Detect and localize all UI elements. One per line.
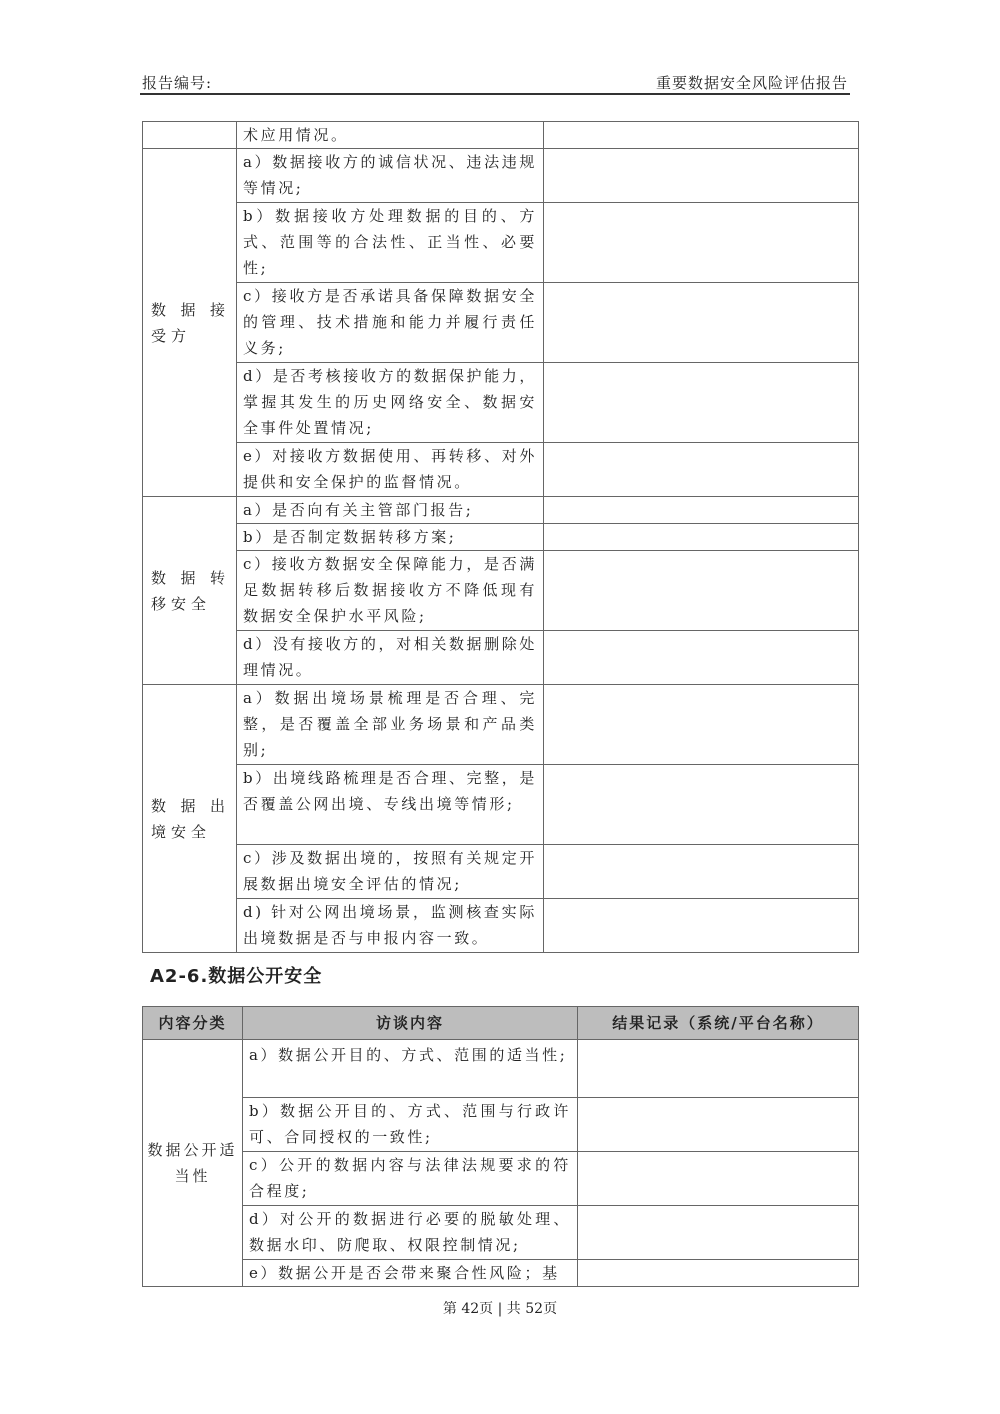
content-cell: e）对接收方数据使用、再转移、对外提供和安全保护的监督情况。 [237, 443, 544, 497]
table-row [143, 1206, 859, 1260]
content-cell: a）数据出境场景梳理是否合理、完整，是否覆盖全部业务场景和产品类别; [237, 685, 544, 765]
table-row [143, 203, 859, 283]
result-cell[interactable] [544, 631, 859, 685]
table-row [143, 122, 859, 149]
content-cell: d) 针对公网出境场景，监测核查实际出境数据是否与申报内容一致。 [237, 899, 544, 953]
category-cell-publication: 数据公开适当性 [143, 1040, 243, 1287]
header-result: 结果记录（系统/平台名称） [578, 1007, 859, 1040]
interview-table-data-publication [142, 1006, 859, 1287]
result-cell[interactable] [544, 551, 859, 631]
table-row [143, 1098, 859, 1152]
interview-table-continued [142, 121, 859, 953]
category-cell-empty [143, 122, 237, 149]
table-row [143, 443, 859, 497]
content-cell: b）出境线路梳理是否合理、完整，是否覆盖公网出境、专线出境等情形; [237, 765, 544, 845]
result-cell[interactable] [578, 1098, 859, 1152]
content-cell: b）数据接收方处理数据的目的、方式、范围等的合法性、正当性、必要性; [237, 203, 544, 283]
content-cell: a）是否向有关主管部门报告; [237, 497, 544, 524]
content-cell: c）公开的数据内容与法律法规要求的符合程度; [243, 1152, 578, 1206]
content-cell: b）是否制定数据转移方案; [237, 524, 544, 551]
result-cell[interactable] [578, 1152, 859, 1206]
result-cell[interactable] [578, 1040, 859, 1098]
result-cell[interactable] [544, 497, 859, 524]
result-cell[interactable] [578, 1206, 859, 1260]
content-cell: a）数据公开目的、方式、范围的适当性; [243, 1040, 578, 1098]
table-row [143, 283, 859, 363]
table-row [143, 631, 859, 685]
result-cell[interactable] [544, 845, 859, 899]
table-row [143, 149, 859, 203]
result-cell[interactable] [544, 443, 859, 497]
content-cell: c）涉及数据出境的，按照有关规定开展数据出境安全评估的情况; [237, 845, 544, 899]
content-cell: 术应用情况。 [237, 122, 544, 149]
header-divider [140, 93, 850, 95]
content-cell: b）数据公开目的、方式、范围与行政许可、合同授权的一致性; [243, 1098, 578, 1152]
category-cell-transfer: 数据转移安全 [143, 497, 237, 685]
table-row [143, 1260, 859, 1287]
table-row [143, 899, 859, 953]
content-cell: d）是否考核接收方的数据保护能力，掌握其发生的历史网络安全、数据安全事件处置情况; [237, 363, 544, 443]
report-title: 重要数据安全风险评估报告 [655, 74, 848, 92]
result-cell[interactable] [544, 283, 859, 363]
table-row [143, 363, 859, 443]
page-footer: 第 42页 | 共 52页 [442, 1301, 558, 1317]
result-cell[interactable] [544, 899, 859, 953]
table-header-row [143, 1007, 859, 1040]
table-row [143, 497, 859, 524]
content-cell: d）没有接收方的，对相关数据删除处理情况。 [237, 631, 544, 685]
result-cell[interactable] [544, 765, 859, 845]
header-content: 访谈内容 [243, 1007, 578, 1040]
result-cell[interactable] [544, 203, 859, 283]
result-cell[interactable] [544, 149, 859, 203]
content-cell: e）数据公开是否会带来聚合性风险；基 [243, 1260, 578, 1287]
table-row [143, 765, 859, 845]
content-cell: c）接收方是否承诺具备保障数据安全的管理、技术措施和能力并履行责任义务; [237, 283, 544, 363]
table-row [143, 845, 859, 899]
report-number-label: 报告编号: [142, 74, 213, 92]
header-category: 内容分类 [143, 1007, 243, 1040]
content-cell: a）数据接收方的诚信状况、违法违规等情况; [237, 149, 544, 203]
result-cell[interactable] [544, 363, 859, 443]
content-cell: d）对公开的数据进行必要的脱敏处理、数据水印、防爬取、权限控制情况; [243, 1206, 578, 1260]
content-cell: c）接收方数据安全保障能力，是否满足数据转移后数据接收方不降低现有数据安全保护水平风险; [237, 551, 544, 631]
result-cell[interactable] [544, 685, 859, 765]
section-title: A2-6.数据公开安全 [150, 966, 323, 987]
result-cell[interactable] [544, 524, 859, 551]
category-cell-export: 数据出境安全 [143, 685, 237, 953]
table-row [143, 524, 859, 551]
result-cell[interactable] [544, 122, 859, 149]
table-row [143, 685, 859, 765]
category-cell-receiver: 数据接受方 [143, 149, 237, 497]
table-row [143, 551, 859, 631]
table-row [143, 1040, 859, 1098]
table-row [143, 1152, 859, 1206]
result-cell[interactable] [578, 1260, 859, 1287]
